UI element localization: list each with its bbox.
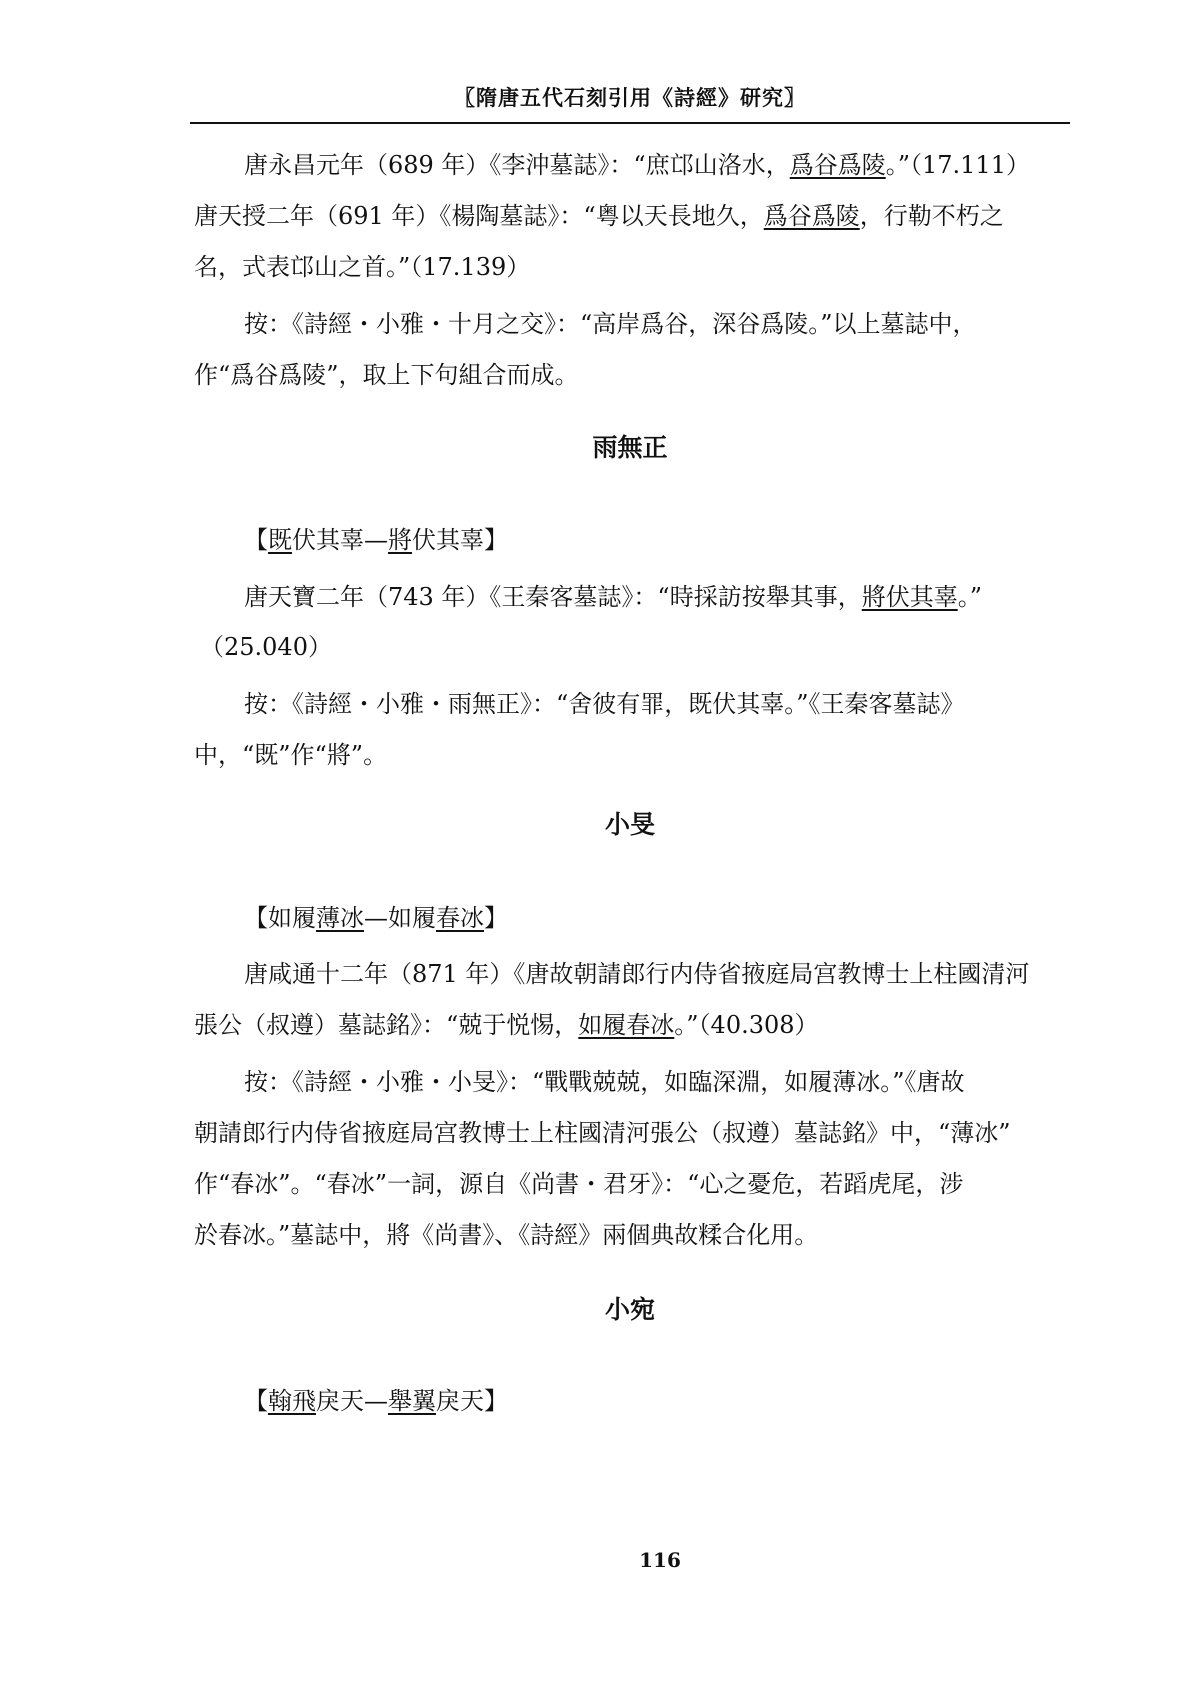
text-span: 】 — [484, 904, 508, 932]
underlined-term: 春冰 — [436, 904, 484, 932]
text-line: 朝請郎行内侍省掖庭局宫教博士上柱國清河張公（叔遵）墓誌銘》中，“薄冰” — [194, 1119, 1011, 1147]
section-title: 小宛 — [604, 1295, 655, 1324]
text-span: 。”（40.308） — [674, 1011, 819, 1039]
running-header: 〖隋唐五代石刻引用《詩經》研究〗 — [454, 85, 806, 110]
underlined-term: 將 — [388, 526, 412, 554]
text-span: 戾天— — [316, 1387, 388, 1415]
entry-heading — [244, 1386, 508, 1416]
underlined-quote: 將伏其辜 — [861, 583, 958, 611]
text-span: 。”（17.111） — [885, 151, 1030, 179]
entry-heading — [244, 903, 508, 933]
text-line: （25.040） — [200, 633, 332, 661]
underlined-quote: 爲谷爲陵 — [763, 202, 860, 230]
text-line: 按：《詩經・小雅・雨無正》：“舍彼有罪，既伏其辜。”《王秦客墓誌》 — [244, 690, 965, 718]
underlined-quote: 爲谷爲陵 — [789, 151, 886, 179]
text-span: 。” — [957, 583, 982, 611]
header-rule — [190, 122, 1070, 124]
entry-heading — [244, 525, 508, 555]
text-line — [194, 1010, 819, 1040]
text-line: 名，式表邙山之首。”（17.139） — [194, 253, 531, 281]
text-span: —如履 — [364, 904, 436, 932]
text-line: 唐咸通十二年（871 年）《唐故朝請郎行内侍省掖庭局宫教博士上柱國清河 — [244, 960, 1030, 988]
text-span: ，行勒不朽之 — [859, 202, 1004, 230]
text-span: 張公（叔遵）墓誌銘》：“兢于悦惕， — [194, 1011, 579, 1039]
text-span: 唐天寶二年（743 年）《王秦客墓誌》：“時採訪按舉其事， — [244, 583, 862, 611]
text-line: 按：《詩經・小雅・小旻》：“戰戰兢兢，如臨深淵，如履薄冰。”《唐故 — [244, 1068, 965, 1096]
underlined-term: 既 — [268, 526, 292, 554]
page-number: 116 — [639, 1548, 681, 1572]
text-line — [194, 201, 1004, 231]
text-line: 作“爲谷爲陵”，取上下句組合而成。 — [194, 361, 579, 389]
underlined-term: 舉翼 — [388, 1387, 436, 1415]
section-title: 小旻 — [604, 810, 655, 839]
text-span: 【 — [244, 1387, 268, 1415]
text-span: 【如履 — [244, 904, 316, 932]
underlined-term: 薄冰 — [316, 904, 364, 932]
text-span: 唐永昌元年（689 年）《李沖墓誌》：“庶邙山洛水， — [244, 151, 790, 179]
underlined-quote: 如履春冰 — [578, 1011, 675, 1039]
text-line — [244, 150, 1030, 180]
underlined-term: 翰飛 — [268, 1387, 316, 1415]
text-line: 中，“既”作“將”。 — [194, 741, 388, 769]
text-span: 伏其辜】 — [412, 526, 508, 554]
text-span: 戾天】 — [436, 1387, 508, 1415]
section-title: 雨無正 — [592, 433, 668, 462]
text-span: 伏其辜— — [292, 526, 388, 554]
text-line: 作“春冰”。“春冰”一詞，源自《尚書・君牙》：“心之憂危，若蹈虎尾，涉 — [194, 1170, 964, 1198]
text-span: 唐天授二年（691 年）《楊陶墓誌》：“粤以天長地久， — [194, 202, 764, 230]
text-span: 【 — [244, 526, 268, 554]
text-line — [244, 582, 982, 612]
text-line: 按：《詩經・小雅・十月之交》：“高岸爲谷，深谷爲陵。”以上墓誌中， — [244, 310, 977, 338]
text-line: 於春冰。”墓誌中，將《尚書》、《詩經》兩個典故糅合化用。 — [194, 1221, 819, 1249]
